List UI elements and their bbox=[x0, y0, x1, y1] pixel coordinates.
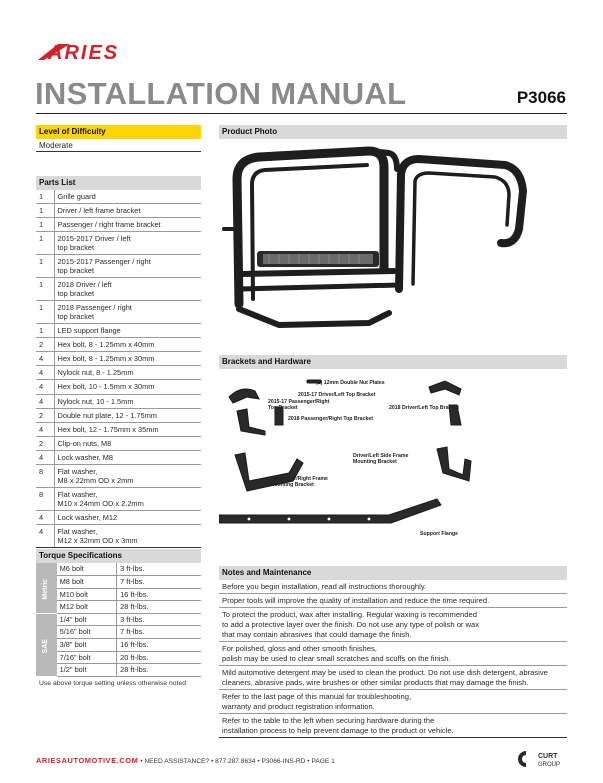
part-qty: 4 bbox=[36, 352, 54, 366]
part-qty: 1 bbox=[36, 218, 54, 232]
footer-phone[interactable]: 877.287.8634 bbox=[215, 758, 256, 765]
note-item: Mild automotive detergent may be used to clean the product. Do not use dish detergent, abrasive cleaners, abrasive pads, wire brushes or other similar products that may damage the finish. bbox=[219, 666, 567, 690]
metric-group-text: Metric bbox=[42, 578, 50, 600]
footer-separator: • bbox=[211, 758, 216, 765]
torque-section bbox=[36, 549, 201, 690]
product-photo-section bbox=[219, 125, 567, 139]
part-description: Driver / left frame bracket bbox=[54, 204, 201, 218]
part-qty: 1 bbox=[36, 232, 54, 255]
torque-value: 16 ft-lbs. bbox=[117, 588, 201, 601]
parts-row bbox=[36, 278, 201, 301]
footer-page: PAGE 1 bbox=[311, 758, 335, 765]
parts-row bbox=[36, 232, 201, 255]
torque-value: 3 ft-lbs. bbox=[117, 563, 201, 576]
notes-section bbox=[219, 566, 567, 738]
page-title: INSTALLATION MANUAL bbox=[35, 76, 407, 111]
torque-note: Use above torque setting unless otherwise noted bbox=[39, 679, 186, 687]
torque-row bbox=[36, 576, 201, 589]
torque-value: 20 ft-lbs. bbox=[117, 651, 201, 664]
aries-logo bbox=[36, 40, 140, 62]
torque-row bbox=[36, 563, 201, 576]
label-driver-top-2018: 2018 Driver/Left Top Bracket bbox=[389, 405, 459, 411]
parts-row bbox=[36, 338, 201, 352]
parts-row bbox=[36, 380, 201, 394]
bolt-size: M12 bolt bbox=[57, 601, 117, 614]
footer-website-link[interactable]: ARIESAUTOMOTIVE.COM bbox=[36, 756, 139, 765]
parts-table bbox=[36, 190, 201, 548]
footer-separator: • bbox=[257, 758, 262, 765]
part-qty: 1 bbox=[36, 204, 54, 218]
part-description: Passenger / right frame bracket bbox=[54, 218, 201, 232]
torque-value: 28 ft-lbs. bbox=[117, 601, 201, 614]
parts-row bbox=[36, 255, 201, 278]
part-description: Hex bolt, 8 - 1.25mm x 30mm bbox=[54, 352, 201, 366]
torque-value: 16 ft-lbs. bbox=[117, 639, 201, 652]
part-description: Hex bolt, 12 - 1.75mm x 35mm bbox=[54, 422, 201, 436]
torque-value: 3 ft-lbs. bbox=[117, 613, 201, 626]
torque-row bbox=[36, 613, 201, 626]
part-qty: 4 bbox=[36, 510, 54, 524]
bolt-size: 7/16" bolt bbox=[57, 651, 117, 664]
label-driver-frame: Driver/Left Side Frame Mounting Bracket bbox=[353, 453, 409, 466]
note-item: Before you begin installation, read all instructions thoroughly. bbox=[219, 580, 567, 594]
parts-row bbox=[36, 352, 201, 366]
group-logo-text: GROUP bbox=[538, 762, 561, 768]
bolt-size: 3/8" bolt bbox=[57, 639, 117, 652]
part-qty: 8 bbox=[36, 464, 54, 487]
part-description: Nylock nut, 8 - 1.25mm bbox=[54, 366, 201, 380]
bolt-size: M8 bolt bbox=[57, 576, 117, 589]
hardware-section bbox=[219, 355, 567, 369]
product-photo-heading: Product Photo bbox=[219, 125, 567, 139]
note-item: For polished, gloss and other smooth finishes, polish may be used to clear small scratches and scuffs on the finish. bbox=[219, 642, 567, 666]
parts-row bbox=[36, 450, 201, 464]
part-description: 2018 Driver / left top bracket bbox=[54, 278, 201, 301]
torque-row bbox=[36, 626, 201, 639]
note-item: Proper tools will improve the quality of installation and reduce the time required. bbox=[219, 594, 567, 608]
part-qty: 2 bbox=[36, 338, 54, 352]
parts-row bbox=[36, 436, 201, 450]
part-qty: 2 bbox=[36, 408, 54, 422]
part-qty: 4 bbox=[36, 366, 54, 380]
part-qty: 1 bbox=[36, 190, 54, 204]
torque-value: 28 ft-lbs. bbox=[117, 664, 201, 677]
footer bbox=[36, 756, 567, 770]
part-description: Flat washer, M10 x 24mm OD x 2.2mm bbox=[54, 487, 201, 510]
sae-group-label bbox=[36, 613, 57, 676]
part-description: Flat washer, M8 x 22mm OD x 2mm bbox=[54, 464, 201, 487]
part-qty: 1 bbox=[36, 278, 54, 301]
footer-separator: • bbox=[140, 758, 145, 765]
part-qty: 4 bbox=[36, 394, 54, 408]
torque-table bbox=[36, 563, 201, 677]
part-description: 2015-2017 Passenger / right top bracket bbox=[54, 255, 201, 278]
note-item: To protect the product, wax after installing. Regular waxing is recommended to add a protective layer over the finish. Do not use any type of polish or wax that may contain abrasives that could damage the finish. bbox=[219, 608, 567, 642]
part-description: 2018 Passenger / right top bracket bbox=[54, 301, 201, 324]
parts-list-section bbox=[36, 176, 201, 548]
footer-separator: • bbox=[307, 758, 312, 765]
note-item: Refer to the table to the left when securing hardware during the installation process to help prevent damage to the product or vehicle. bbox=[219, 714, 567, 738]
part-qty: 4 bbox=[36, 380, 54, 394]
notes-list bbox=[219, 580, 567, 738]
part-description: Lock washer, M12 bbox=[54, 510, 201, 524]
parts-row bbox=[36, 487, 201, 510]
torque-row bbox=[36, 588, 201, 601]
torque-heading: Torque Specifications bbox=[36, 549, 201, 563]
metric-group-label bbox=[36, 563, 57, 613]
part-description: Nylock nut, 10 - 1.5mm bbox=[54, 394, 201, 408]
footer-doc-code: P3066-INS-RD bbox=[261, 758, 306, 765]
parts-list-heading: Parts List bbox=[36, 176, 201, 190]
sae-group-text: SAE bbox=[42, 638, 50, 654]
part-qty: 2 bbox=[36, 436, 54, 450]
torque-row bbox=[36, 651, 201, 664]
part-description: Lock washer, M8 bbox=[54, 450, 201, 464]
torque-row bbox=[36, 664, 201, 677]
parts-row bbox=[36, 510, 201, 524]
header-divider bbox=[36, 113, 567, 114]
part-description: 2015-2017 Driver / left top bracket bbox=[54, 232, 201, 255]
notes-heading: Notes and Maintenance bbox=[219, 566, 567, 580]
part-description: Grille guard bbox=[54, 190, 201, 204]
part-qty: 4 bbox=[36, 422, 54, 436]
bolt-size: 1/2" bolt bbox=[57, 664, 117, 677]
part-description: Flat washer, M12 x 32mm OD x 3mm bbox=[54, 524, 201, 547]
part-qty: 4 bbox=[36, 450, 54, 464]
parts-row bbox=[36, 218, 201, 232]
curt-group-logo bbox=[516, 748, 566, 770]
curt-logo-text: CURT bbox=[538, 753, 558, 760]
grille-guard-photo bbox=[219, 139, 567, 344]
parts-row bbox=[36, 366, 201, 380]
parts-row bbox=[36, 408, 201, 422]
parts-row bbox=[36, 190, 201, 204]
label-nut-plates: (2) 12mm Double Nut Plates bbox=[316, 380, 385, 386]
torque-row bbox=[36, 639, 201, 652]
difficulty-section bbox=[36, 125, 201, 152]
label-driver-top-1517: 2015-17 Driver/Left Top Bracket bbox=[298, 392, 376, 398]
note-item: Refer to the last page of this manual for troubleshooting, warranty and product registration information. bbox=[219, 690, 567, 714]
hardware-heading: Brackets and Hardware bbox=[219, 355, 567, 369]
difficulty-value: Moderate bbox=[36, 139, 201, 152]
parts-row bbox=[36, 394, 201, 408]
aries-logo-text: ARIES bbox=[48, 42, 120, 62]
parts-row bbox=[36, 464, 201, 487]
part-description: Hex bolt, 10 - 1.5mm x 30mm bbox=[54, 380, 201, 394]
bolt-size: 1/4" bolt bbox=[57, 613, 117, 626]
torque-row bbox=[36, 601, 201, 614]
part-qty: 1 bbox=[36, 301, 54, 324]
part-qty: 1 bbox=[36, 324, 54, 338]
label-pass-frame: Passenger/Right Frame Mounting Bracket bbox=[270, 476, 328, 489]
part-qty: 1 bbox=[36, 255, 54, 278]
parts-row bbox=[36, 524, 201, 547]
torque-value: 7 ft-lbs. bbox=[117, 626, 201, 639]
bolt-size: M6 bolt bbox=[57, 563, 117, 576]
parts-row bbox=[36, 204, 201, 218]
bolt-size: M10 bolt bbox=[57, 588, 117, 601]
part-description: LED support flange bbox=[54, 324, 201, 338]
footer-assistance: NEED ASSISTANCE? bbox=[144, 758, 210, 765]
part-description: Double nut plate, 12 - 1.75mm bbox=[54, 408, 201, 422]
label-pass-top-1517: 2015-17 Passenger/Right Top Bracket bbox=[268, 399, 330, 412]
parts-row bbox=[36, 422, 201, 436]
parts-row bbox=[36, 324, 201, 338]
part-number: P3066 bbox=[516, 88, 566, 107]
parts-row bbox=[36, 301, 201, 324]
bolt-size: 5/16" bolt bbox=[57, 626, 117, 639]
label-support-flange: Support Flange bbox=[420, 531, 459, 537]
difficulty-heading: Level of Difficulty bbox=[36, 125, 201, 139]
part-description: Hex bolt, 8 - 1.25mm x 40mm bbox=[54, 338, 201, 352]
label-pass-top-2018: 2018 Passenger/Right Top Bracket bbox=[288, 416, 373, 422]
torque-value: 7 ft-lbs. bbox=[117, 576, 201, 589]
part-qty: 4 bbox=[36, 524, 54, 547]
part-description: Clip-on nuts, M8 bbox=[54, 436, 201, 450]
part-qty: 8 bbox=[36, 487, 54, 510]
